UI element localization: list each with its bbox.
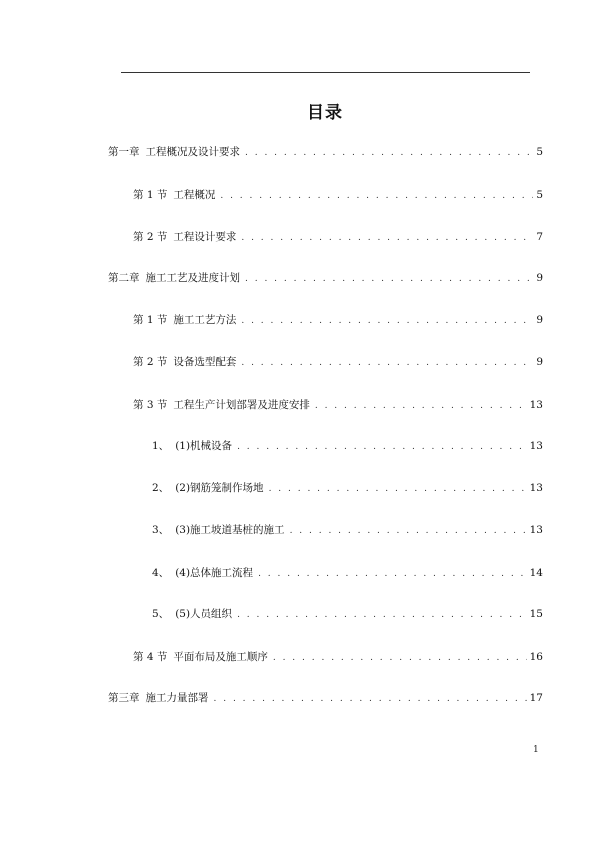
toc-entry-text: 平面布局及施工顺序 xyxy=(173,651,268,663)
toc-entry-page: 14 xyxy=(529,567,543,579)
toc-entry-page: 9 xyxy=(536,314,543,326)
toc-entry-number: 2、 xyxy=(152,482,170,494)
toc-entry-text: 工程设计要求 xyxy=(173,231,237,243)
toc-entry-text: (5)人员组织 xyxy=(175,608,233,620)
dot-leader xyxy=(245,144,533,162)
toc-entry-page: 5 xyxy=(536,146,543,158)
toc-title: 目录 xyxy=(307,103,343,123)
toc-entry-chapter-2[interactable] xyxy=(108,269,543,287)
header-rule xyxy=(121,72,530,73)
toc-entry-section-2-4[interactable] xyxy=(133,648,543,666)
toc-entry-text: (3)施工坡道基桩的施工 xyxy=(175,524,285,536)
dot-leader xyxy=(241,312,533,330)
toc-entry-number: 3、 xyxy=(152,524,170,536)
dot-leader xyxy=(245,270,533,288)
toc-entry-chapter-1[interactable] xyxy=(108,143,543,161)
dot-leader xyxy=(241,354,533,372)
toc-entry-text: (2)钢筋笼制作场地 xyxy=(175,482,264,494)
toc-entry-text: 设备选型配套 xyxy=(173,356,237,368)
dot-leader xyxy=(237,438,527,456)
toc-entry-section-1-2[interactable] xyxy=(133,228,543,246)
dot-leader xyxy=(241,229,533,247)
toc-entry-number: 第 1 节 xyxy=(133,314,168,326)
toc-entry-number: 第一章 xyxy=(108,146,140,158)
toc-entry-page: 13 xyxy=(529,524,543,536)
toc-entry-page: 15 xyxy=(529,608,543,620)
toc-entry-page: 13 xyxy=(529,482,543,494)
toc-entry-text: 工程生产计划部署及进度安排 xyxy=(173,399,310,411)
toc-entry-number: 第 1 节 xyxy=(133,189,168,201)
toc-entry-page: 13 xyxy=(529,399,543,411)
toc-entry-text: 施工工艺及进度计划 xyxy=(145,272,240,284)
toc-entry-page: 9 xyxy=(536,356,543,368)
dot-leader xyxy=(220,187,533,205)
toc-entry-text: 工程概况 xyxy=(173,189,216,201)
toc-entry-text: 工程概况及设计要求 xyxy=(145,146,240,158)
toc-entry-page: 16 xyxy=(529,651,543,663)
dot-leader xyxy=(315,397,527,415)
toc-entry-page: 13 xyxy=(529,440,543,452)
toc-entry-section-2-2[interactable] xyxy=(133,353,543,371)
dot-leader xyxy=(258,565,527,583)
dot-leader xyxy=(290,522,527,540)
toc-entry-section-1-1[interactable] xyxy=(133,186,543,204)
toc-entry-section-2-1[interactable] xyxy=(133,311,543,329)
toc-entry-number: 5、 xyxy=(152,608,170,620)
toc-entry-number: 第三章 xyxy=(108,692,140,704)
toc-entry-page: 7 xyxy=(536,231,543,243)
toc-entry-page: 17 xyxy=(529,692,543,704)
toc-entry-number: 1、 xyxy=(152,440,170,452)
toc-entry-text: 施工工艺方法 xyxy=(173,314,237,326)
page-number: 1 xyxy=(533,745,539,755)
toc-entry-item-1[interactable] xyxy=(152,437,543,455)
dot-leader xyxy=(269,480,527,498)
toc-entry-chapter-3[interactable] xyxy=(108,689,543,707)
toc-entry-section-2-3[interactable] xyxy=(133,396,543,414)
toc-entry-item-4[interactable] xyxy=(152,564,543,582)
toc-entry-page: 9 xyxy=(536,272,543,284)
toc-entry-number: 第 4 节 xyxy=(133,651,168,663)
dot-leader xyxy=(273,649,527,667)
toc-entry-item-5[interactable] xyxy=(152,605,543,623)
toc-entry-text: (4)总体施工流程 xyxy=(175,567,254,579)
dot-leader xyxy=(237,606,527,624)
toc-entry-number: 第二章 xyxy=(108,272,140,284)
toc-entry-item-2[interactable] xyxy=(152,479,543,497)
toc-entry-item-3[interactable] xyxy=(152,521,543,539)
toc-entry-number: 第 2 节 xyxy=(133,231,168,243)
toc-entry-page: 5 xyxy=(536,189,543,201)
toc-entry-number: 第 2 节 xyxy=(133,356,168,368)
toc-entry-number: 第 3 节 xyxy=(133,399,168,411)
toc-entry-number: 4、 xyxy=(152,567,170,579)
toc-entry-text: 施工力量部署 xyxy=(145,692,209,704)
toc-entry-text: (1)机械设备 xyxy=(175,440,233,452)
dot-leader xyxy=(214,690,527,708)
